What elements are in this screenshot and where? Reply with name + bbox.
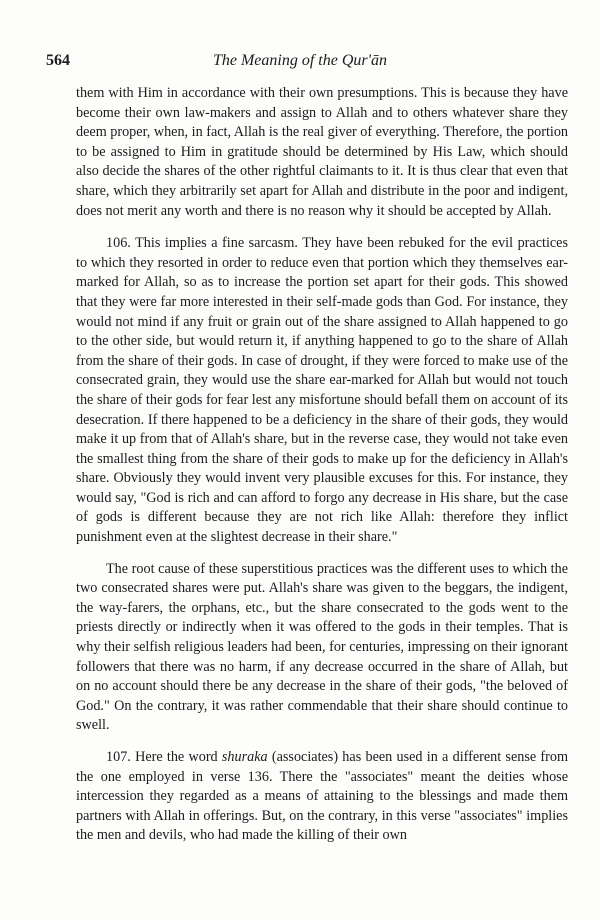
paragraph-continued: them with Him in accordance with their own presumptions. This is because they have become their own law-makers and assign to Allah and to others whatever share they deem proper, when, in fact, Allah is the real giver of everything. Therefore, the portion to be assigned to Him in gratitude should be determined by His Law, which should also decide the shares of the other rightful claimants to it. It is thus clear that even that share, which they arbitrarily set apart for Allah and distribute in the poor and indigent, does not merit any worth and there is no reason why it should be accepted by Allah.: [76, 85, 569, 219]
page-number: 564: [46, 52, 70, 69]
note-106: 106. This implies a fine sarcasm. They have been rebuked for the evil practices to which they resorted in order to reduce even that portion which they themselves ear-marked for Allah, so as to increase the portion set apart for their gods. This showed that they were far more interested in their self-made gods than God. For instance, they would not mind if any fruit or grain out of the share assigned to Allah happened to go to the other side, but would return it, if anything happened to go to the share of Allah from the share of their gods. In case of drought, if they were forced to make use of the consecrated grain, they would use the share ear-marked for Allah but would not touch the share of their gods for fear lest any misfortune should befall them on account of its desecration. If there happened to be a deficiency in the share of their gods, they would make it up from that of Allah's share, but in the reverse case, they would not take even the smallest thing from the share of their gods to make up for the deficiency in Allah's share. Obviously they would invent very plausible excuses for this. For instance, they would say, "God is rich and can afford to forgo any decrease in His share, but the case of gods is different because they are not rich like Allah: therefore they inflict punishment even at the slightest decrease in their share.": [76, 235, 568, 546]
note-107: [76, 748, 568, 846]
note-107-intro: 107. Here the word: [106, 749, 222, 765]
paragraph-root-cause: The root cause of these superstitious practices was the different uses to which the two consecrated shares were put. Allah's share was given to the beggars, the indigent, the way-farers, the orphans, etc., but the share consecrated to the gods went to the priests directly or indirectly when it was offered to the gods in their temples. That is why their selfish religious leaders had been, for centuries, impressing on their ignorant followers that there was no harm, if any decrease occurred in the share of Allah, but on no account should there be any decrease in the share of their gods, "the beloved of God." On the contrary, it was rather commendable that their share should continue to swell.: [76, 560, 568, 734]
note-107-body: (associates) has been used in a different sense from the one employed in verse 136. There the "associates" meant the deities whose intercession they regarded as a means of attaining to the blessings and made them partners with Allah in offerings. But, on the contrary, in this verse "associates" implies the men and devils, who had made the killing of their own: [76, 749, 568, 844]
running-title: The Meaning of the Qur'ān: [212, 52, 388, 69]
term-shuraka: shuraka: [221, 749, 268, 765]
page-header: [46, 52, 554, 76]
body-text: [76, 84, 568, 858]
